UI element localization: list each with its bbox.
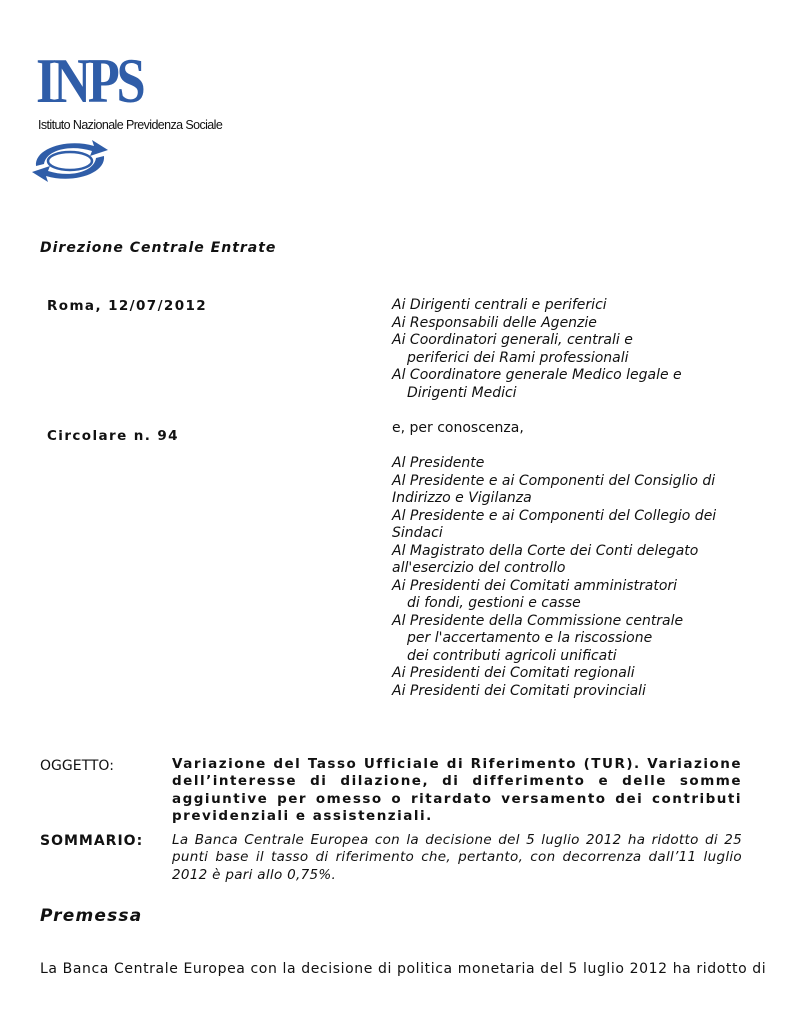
recipient-line: Ai Presidenti dei Comitati amministratori — [392, 577, 678, 594]
premessa-paragraph: La Banca Centrale Europea con la decisione di politica monetaria del 5 luglio 2012 ha ridotto di — [40, 961, 767, 977]
logo-wordmark: INPS — [36, 45, 143, 116]
recipient-line: Ai Presidenti dei Comitati provinciali — [392, 682, 646, 699]
recipient-line: Al Presidente e ai Componenti del Consiglio di — [392, 472, 716, 489]
recipient-line: dei contributi agricoli unificati — [407, 647, 617, 664]
logo-subtitle: Istituto Nazionale Previdenza Sociale — [38, 118, 223, 132]
recipient-line: Al Presidente della Commissione centrale — [392, 612, 684, 629]
recipient-line: per l'accertamento e la riscossione — [407, 630, 653, 646]
recipient-line: Sindaci — [392, 525, 443, 541]
recipient-line: Ai Dirigenti centrali e periferici — [392, 297, 607, 313]
place-date: Roma, 12/07/2012 — [47, 298, 208, 314]
recipient-line: all'esercizio del controllo — [392, 560, 566, 576]
recipient-line: Al Presidente — [392, 455, 485, 471]
recipient-line: Al Presidente e ai Componenti del Collegio dei — [392, 507, 717, 524]
per-conoscenza-line: e, per conoscenza, — [392, 420, 524, 436]
recipient-line: Ai Presidenti dei Comitati regionali — [392, 665, 635, 681]
premessa-heading: Premessa — [40, 906, 143, 926]
inps-logo — [28, 44, 268, 194]
recipient-line: Ai Coordinatori generali, centrali e — [392, 332, 633, 348]
recipient-line: Ai Responsabili delle Agenzie — [392, 314, 597, 331]
recipient-line: Al Coordinatore generale Medico legale e — [392, 367, 682, 383]
oggetto-text: Variazione del Tasso Ufficiale di Riferimento (TUR). Variazione dell’interesse di dilazione, di differimento e delle somme aggiuntive per omesso o ritardato versamento dei contributi previdenziali e assistenziali. — [172, 756, 742, 824]
sommario-text: La Banca Centrale Europea con la decisione del 5 luglio 2012 ha ridotto di 25 punti base il tasso di riferimento che, pertanto, con decorrenza dall’11 luglio 2012 è pari allo 0,75%. — [172, 832, 742, 883]
oggetto-label: OGGETTO: — [40, 758, 114, 774]
recipient-line: di fondi, gestioni e casse — [407, 595, 581, 611]
circular-number: Circolare n. 94 — [47, 428, 179, 444]
direzione-heading: Direzione Centrale Entrate — [40, 240, 277, 256]
circular-arrows-emblem-icon — [28, 136, 112, 186]
recipient-line: Indirizzo e Vigilanza — [392, 490, 532, 506]
sommario-label: SOMMARIO: — [40, 833, 144, 849]
recipient-line: Dirigenti Medici — [407, 384, 517, 401]
recipient-line: periferici dei Rami professionali — [407, 349, 629, 366]
recipient-line: Al Magistrato della Corte dei Conti delegato — [392, 542, 699, 559]
recipients-list — [392, 297, 762, 700]
